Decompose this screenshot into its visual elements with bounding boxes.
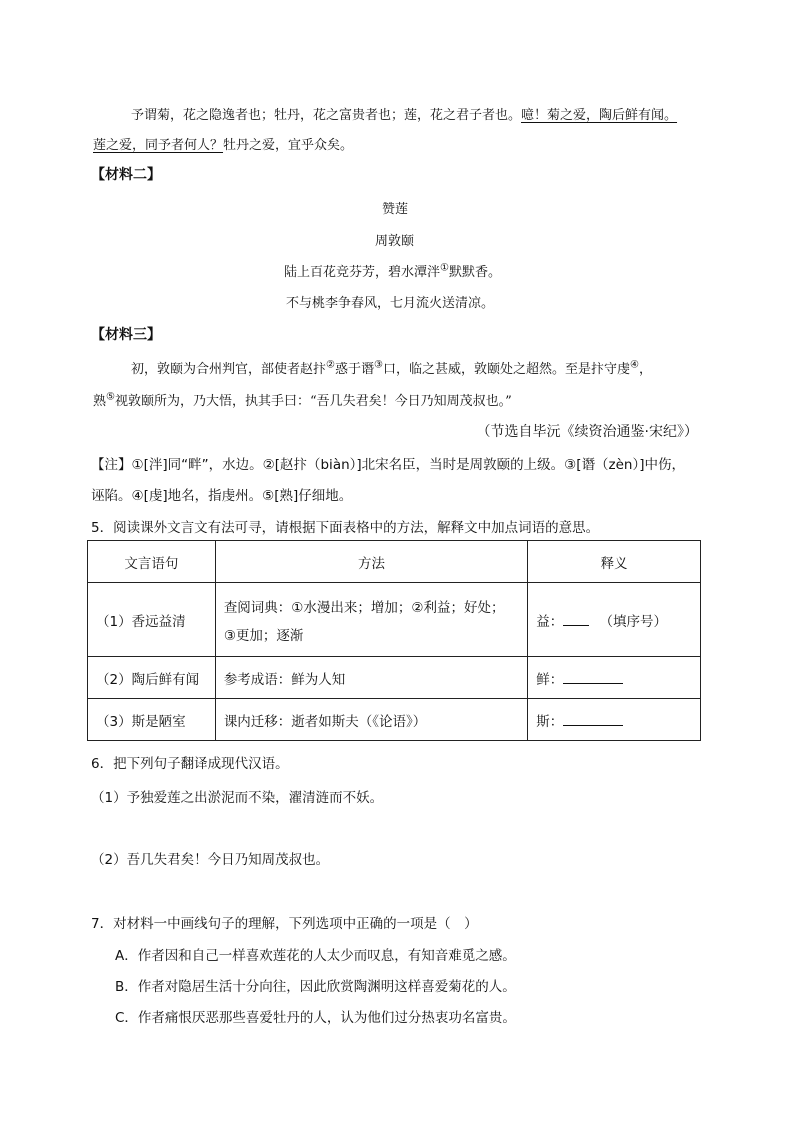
poem-line-1-text-b: 默默香。 [448,265,501,280]
poem-line-1 [284,261,501,280]
material3-text: 初，敦颐为合州判官，部使者赵抃 [131,362,327,377]
note-marker: ④ [629,359,639,371]
material3-line-2 [93,390,512,409]
header-phrase: 文言语句 [88,541,216,583]
poem-line-2: 不与桃李争春风，七月流火送清凉。 [286,296,495,311]
header-meaning: 释义 [528,541,701,583]
poem-title: 赞莲 [382,202,409,217]
answer-label: 益： [536,613,564,630]
material1-underlined-sentence-2: 莲之爱，同予者何人？ [93,138,224,153]
row-answer [528,699,701,741]
row-phrase: （3）斯是陋室 [88,699,216,741]
row-answer [528,657,701,699]
note-marker: ② [326,359,335,371]
row-method-line-2: ③更加；逐渐 [223,627,304,644]
question-5-stem: 5．阅读课外文言文有法可寻，请根据下面表格中的方法，解释文中加点词语的意思。 [91,520,600,536]
notes-line-1: 【注】①[泮]同“畔”，水边。②[赵抃（biàn）]北宋名臣，当时是周敦颐的上级。③[谮（zèn）]中伤， [91,457,685,473]
option-c[interactable]: C．作者痛恨厌恶那些喜爱牡丹的人，认为他们过分热衷功名富贵。 [115,1010,516,1026]
poem-author: 周敦颐 [375,234,415,249]
table-row [88,699,701,741]
material2-heading: 【材料二】 [91,167,161,183]
row-method: 参考成语：鲜为人知 [215,657,527,699]
option-b[interactable]: B．作者对隐居生活十分向往，因此欣赏陶渊明这样喜爱菊花的人。 [115,979,516,995]
question-6-sentence-2: （2）吾几失君矣！今日乃知周茂叔也。 [91,852,330,868]
row-answer [528,583,701,657]
table-header-row [88,541,701,583]
answer-hint: （填序号） [599,613,667,630]
note-marker: ③ [374,359,383,371]
answer-blank[interactable] [563,671,623,684]
material1-underlined-sentence-1: 噫！菊之爱，陶后鲜有闻。 [521,108,678,123]
source-citation: （节选自毕沅《续资治通鉴·宋纪》） [476,424,698,440]
material3-heading: 【材料三】 [91,327,161,343]
material3-text: 视敦颐所为，乃大悟，执其手曰：“吾几失君矣！今日乃知周茂叔也。” [114,394,512,409]
answer-label: 斯： [536,713,564,730]
row-method: 课内迁移：逝者如斯夫（《论语》） [215,699,527,741]
answer-blank[interactable] [563,713,623,726]
question-7-stem: 7．对材料一中画线句子的理解，下列选项中正确的一项是（ ） [91,916,478,932]
material1-line2-plain: 牡丹之爱，宜乎众矣。 [223,138,354,153]
material1-line2 [93,134,353,153]
table-row [88,583,701,657]
material3-text: 惑于谮 [334,362,374,377]
notes-line-2: 诬陷。④[虔]地名，指虔州。⑤[熟]仔细地。 [91,488,353,504]
material3-text: 熟 [93,394,107,409]
table-row [88,657,701,699]
material1-line1 [131,104,677,123]
header-method: 方法 [215,541,527,583]
answer-blank[interactable] [563,613,589,626]
row-phrase: （2）陶后鲜有闻 [88,657,216,699]
poem-line-1-text-a: 陆上百花竞芬芳，碧水潭泮 [284,265,441,280]
option-a[interactable]: A．作者因和自己一样喜欢莲花的人太少而叹息，有知音难觅之感。 [115,948,516,964]
question-6-sentence-1: （1）予独爱莲之出淤泥而不染，濯清涟而不妖。 [91,790,384,806]
row-method [215,583,527,657]
material3-text: 口，临之甚威，敦颐处之超然。至是抃守虔 [382,362,630,377]
note-marker: ⑤ [106,391,115,403]
question-5-table [87,540,701,741]
material3-line-1 [131,358,652,377]
note-marker: ① [440,262,449,274]
row-method-line-1: 查阅词典：①水漫出来；增加；②利益；好处； [223,599,505,616]
material3-text: ， [638,362,652,377]
answer-label: 鲜： [536,671,564,688]
question-6-stem: 6．把下列句子翻译成现代汉语。 [91,756,289,772]
material1-line1-plain: 予谓菊，花之隐逸者也；牡丹，花之富贵者也；莲，花之君子者也。 [131,108,522,123]
row-phrase: （1）香远益清 [88,583,216,657]
